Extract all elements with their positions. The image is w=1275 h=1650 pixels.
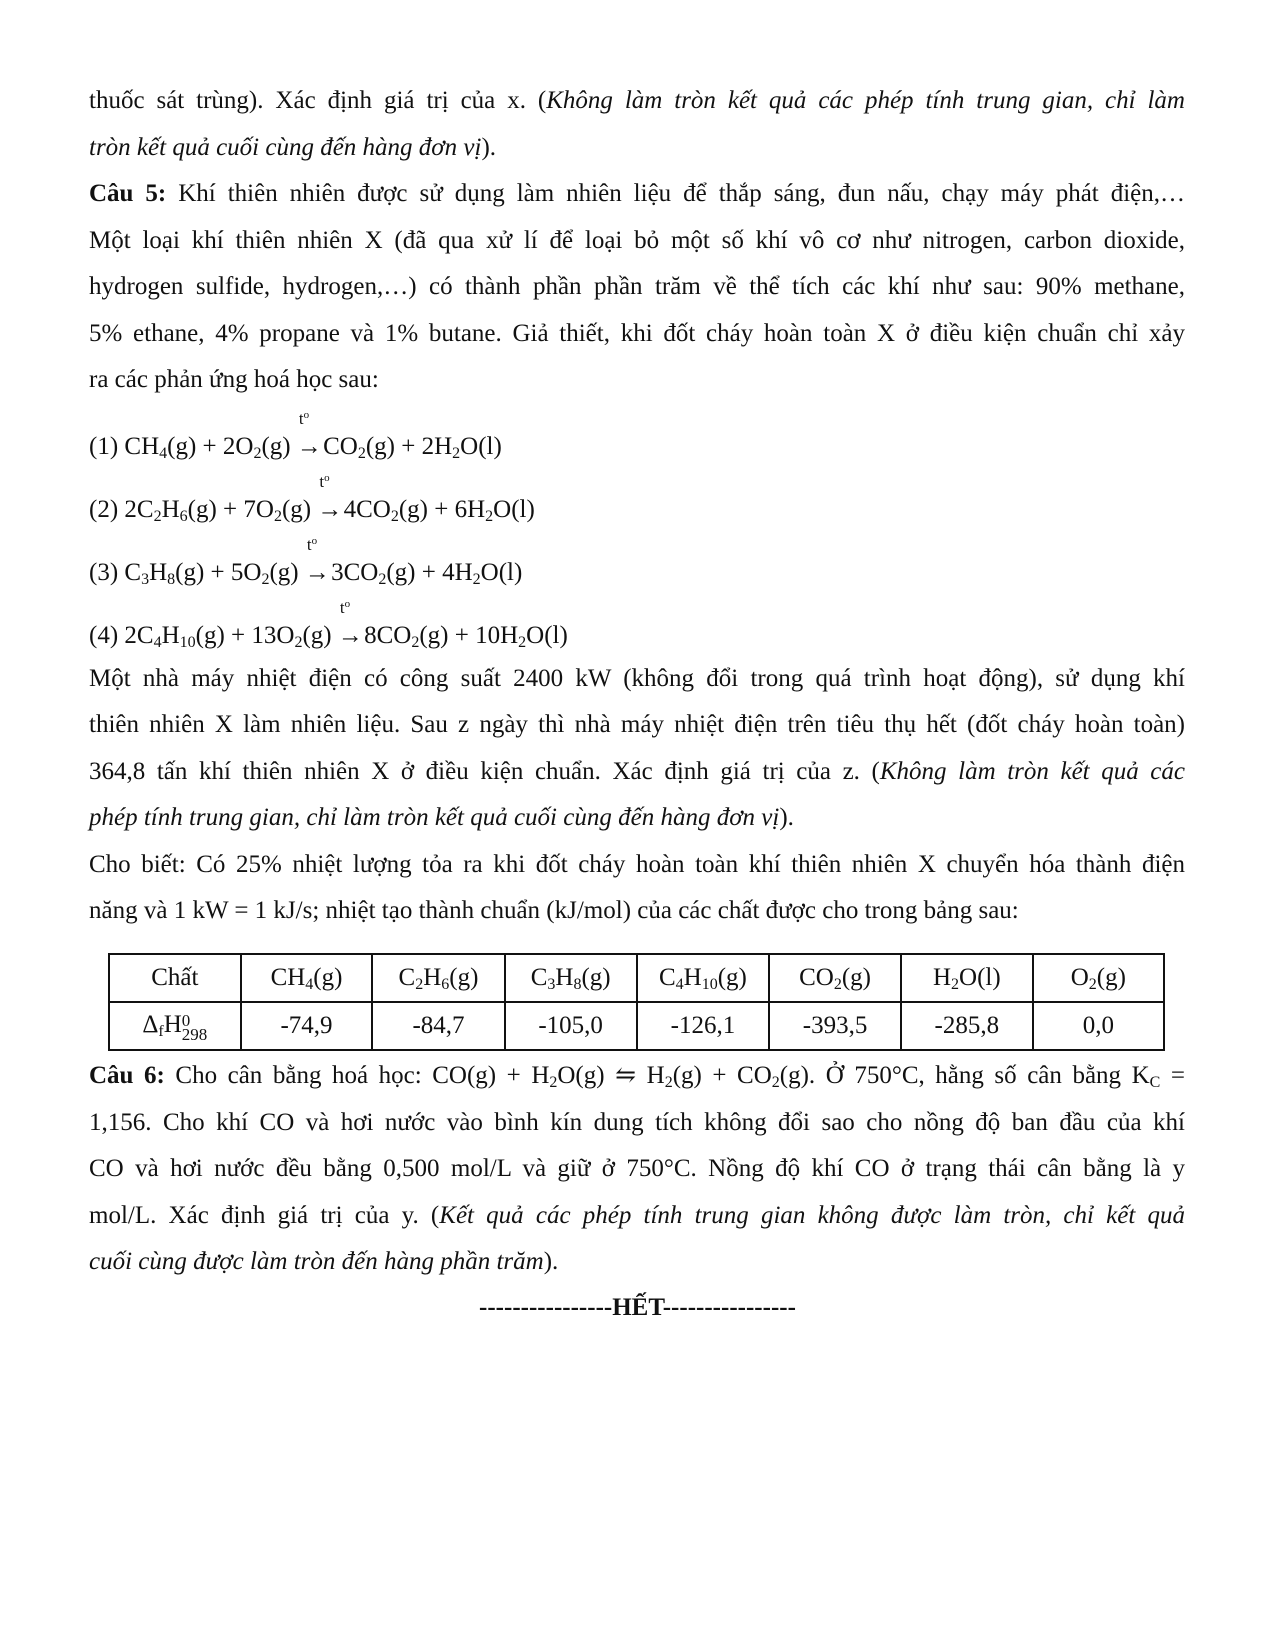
table-header-row [109, 954, 1164, 1002]
reaction-arrow: $t^o$ → [337, 597, 363, 649]
table-cell: 0,0 [1033, 1002, 1164, 1050]
table-header-cell: $C_3H_8(g)$ [505, 954, 637, 1002]
table-header-cell: $O_2(g)$ [1033, 954, 1164, 1002]
q5-paragraph-line-4: phép tính trung gian, chỉ làm tròn kết quả cuối cùng đến hàng đơn vị). [89, 804, 794, 831]
reaction-arrow: $t^o$ → [296, 408, 322, 460]
q6-line-2: 1,156. Cho khí CO và hơi nước vào bình kín dung tích không đổi sao cho nồng độ ban đầu của khí [89, 1108, 1185, 1136]
q5-label: Câu 5: [89, 180, 167, 207]
table-row-label: $\Delta_fH0$ 298 [109, 1002, 241, 1050]
table-cell: -74,9 [241, 1002, 373, 1050]
equation-2: (2) $2C_2H_6(g) + 7O_2(g)$ $t^o$ → $4CO_2(g) + 6H_2O(l)$ [89, 471, 535, 525]
q6-line-3: CO và hơi nước đều bằng 0,500 mol/L và giữ ở 750°C. Nồng độ khí CO ở trạng thái cân bằng là y [89, 1155, 1185, 1182]
table-cell: -126,1 [637, 1002, 769, 1050]
q5-given-line-2: năng và 1 kW = 1 kJ/s; nhiệt tạo thành chuẩn (kJ/mol) của các chất được cho trong bảng sau: [89, 897, 1019, 924]
q5-line-3: hydrogen sulfide, hydrogen,…) có thành phần phần trăm về thể tích các khí như sau: 90% methane, [89, 273, 1185, 300]
equation-4: (4) $2C_4H_{10}(g) + 13O_2(g)$ $t^o$ → $8CO_2(g) + 10H_2O(l)$ [89, 597, 568, 651]
table-header-cell: $CO_2(g)$ [769, 954, 901, 1002]
table-cell: -105,0 [505, 1002, 637, 1050]
table-header-cell: $H_2O(l)$ [901, 954, 1033, 1002]
q6-line-4: mol/L. Xác định giá trị của y. (Kết quả các phép tính trung gian không được làm tròn, chỉ kết quả [89, 1201, 1185, 1229]
table-header-cell: Chất [109, 954, 241, 1002]
q5-paragraph-line-3: 364,8 tấn khí thiên nhiên X ở điều kiện chuẩn. Xác định giá trị của z. (Không làm tròn kết quả các [89, 757, 1185, 785]
equation-3: (3) $C_3H_8(g) + 5O_2(g)$ $t^o$ → $3CO_2(g) + 4H_2O(l)$ [89, 534, 523, 588]
end-marker: ----------------HẾT---------------- [479, 1294, 796, 1321]
table-cell: -285,8 [901, 1002, 1033, 1050]
table-cell: -84,7 [372, 1002, 504, 1050]
q5-line-1: Câu 5: Khí thiên nhiên được sử dụng làm nhiên liệu để thắp sáng, đun nấu, chạy máy phát điện,… [89, 180, 1185, 207]
intro-line-1: thuốc sát trùng). Xác định giá trị của x. (Không làm tròn kết quả các phép tính trung gian, chỉ làm [89, 87, 1185, 114]
q5-line-5: ra các phản ứng hoá học sau: [89, 366, 379, 393]
q6-line-1: Câu 6: Cho cân bằng hoá học: $CO(g) + H_2O(g)$ ⇋ $H_2(g) + CO_2(g)$. Ở 750°C, hằng số cân bằng $K_C$ = [89, 1062, 1185, 1091]
reaction-arrow: $t^o$ → [317, 471, 343, 523]
q5-line-2: Một loại khí thiên nhiên X (đã qua xử lí để loại bỏ một số khí vô cơ như nitrogen, carbon dioxide, [89, 226, 1185, 254]
q5-paragraph-line-1: Một nhà máy nhiệt điện có công suất 2400 kW (không đổi trong quá trình hoạt động), sử dụng khí [89, 664, 1185, 692]
table-header-cell: $C_4H_{10}(g)$ [637, 954, 769, 1002]
q5-paragraph-line-2: thiên nhiên X làm nhiên liệu. Sau z ngày thì nhà máy nhiệt điện trên tiêu thụ hết (đốt cháy hoàn toàn) [89, 711, 1185, 738]
equation-1: (1) $CH_4(g) + 2O_2(g)$ $t^o$ → $CO_2(g) + 2H_2O(l)$ [89, 408, 502, 462]
table-header-cell: $C_2H_6(g)$ [372, 954, 504, 1002]
document-body [89, 78, 1185, 935]
table-cell: -393,5 [769, 1002, 901, 1050]
table-header-cell: $CH_4(g)$ [241, 954, 373, 1002]
question-6 [89, 1053, 1185, 1286]
table-row [109, 1002, 1164, 1050]
q6-line-5: cuối cùng được làm tròn đến hàng phần trăm). [89, 1248, 559, 1275]
q6-label: Câu 6: [89, 1062, 165, 1089]
enthalpy-table [108, 953, 1165, 1051]
q5-given-line-1: Cho biết: Có 25% nhiệt lượng tỏa ra khi đốt cháy hoàn toàn khí thiên nhiên X chuyển hóa thành điện [89, 850, 1185, 878]
intro-line-2: tròn kết quả cuối cùng đến hàng đơn vị). [89, 133, 497, 161]
reaction-arrow: $t^o$ → [304, 534, 330, 586]
q5-line-4: 5% ethane, 4% propane và 1% butane. Giả thiết, khi đốt cháy hoàn toàn X ở điều kiện chuẩn chỉ xảy [89, 319, 1185, 347]
